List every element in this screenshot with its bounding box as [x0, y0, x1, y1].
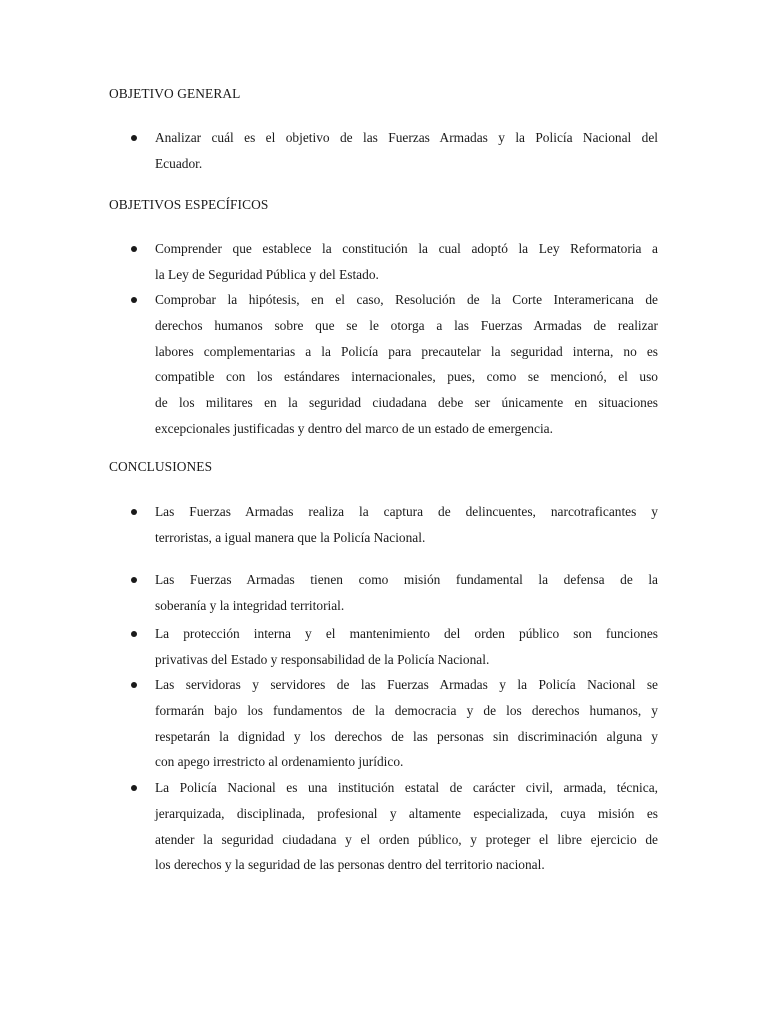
bullet-icon: [131, 631, 137, 637]
text-line: Comprender que establece la constitución la cual adoptó la Ley Reformatoria a: [155, 241, 658, 256]
heading-conclusiones: CONCLUSIONES: [109, 459, 213, 474]
heading-objetivos-especificos: OBJETIVOS ESPECÍFICOS: [109, 197, 269, 212]
text-line: Analizar cuál es el objetivo de las Fuerzas Armadas y la Policía Nacional del: [155, 130, 658, 145]
bullet-icon: [131, 682, 137, 688]
text-line: los derechos y la seguridad de las personas dentro del territorio nacional.: [155, 857, 545, 873]
list-item-conclusiones-5: [155, 775, 658, 878]
text-line: labores complementarias a la Policía para precautelar la seguridad interna, no es: [155, 343, 658, 359]
text-line: Las Fuerzas Armadas tienen como misión fundamental la defensa de la: [155, 572, 658, 587]
bullet-icon: [131, 135, 137, 141]
text-line: atender la seguridad ciudadana y el orden público, y proteger el libre ejercicio de: [155, 831, 658, 847]
list-item-conclusiones-1: [155, 499, 658, 551]
text-line: La protección interna y el mantenimiento del orden público son funciones: [155, 626, 658, 641]
text-line: Las Fuerzas Armadas realiza la captura de delincuentes, narcotraficantes y: [155, 504, 658, 519]
list-item-conclusiones-4: [155, 672, 658, 775]
text-line: soberanía y la integridad territorial.: [155, 597, 345, 613]
text-line: de los militares en la seguridad ciudadana debe ser únicamente en situaciones: [155, 395, 658, 411]
text-line: con apego irrestricto al ordenamiento jurídico.: [155, 754, 404, 770]
text-line: respetarán la dignidad y los derechos de las personas sin discriminación alguna y: [155, 728, 658, 744]
text-line: La Policía Nacional es una institución estatal de carácter civil, armada, técnica,: [155, 780, 658, 795]
text-line: Las servidoras y servidores de las Fuerzas Armadas y la Policía Nacional se: [155, 677, 658, 692]
text-line: derechos humanos sobre que se le otorga a las Fuerzas Armadas de realizar: [155, 317, 658, 333]
text-line: jerarquizada, disciplinada, profesional y altamente especializada, cuya misión es: [155, 805, 658, 821]
text-line: la Ley de Seguridad Pública y del Estado.: [155, 266, 379, 282]
bullet-icon: [131, 785, 137, 791]
bullet-icon: [131, 509, 137, 515]
heading-objetivo-general: OBJETIVO GENERAL: [109, 86, 241, 101]
list-item-conclusiones-3: [155, 621, 658, 673]
bullet-icon: [131, 577, 137, 583]
list-item-objetivos-especificos-1: [155, 236, 658, 288]
list-item-conclusiones-2: [155, 567, 658, 619]
bullet-icon: [131, 297, 137, 303]
text-line: excepcionales justificadas y dentro del marco de un estado de emergencia.: [155, 420, 553, 436]
text-line: Comprobar la hipótesis, en el caso, Resolución de la Corte Interamericana de: [155, 292, 658, 307]
text-line: formarán bajo los fundamentos de la democracia y de los derechos humanos, y: [155, 702, 658, 718]
text-line: Ecuador.: [155, 155, 203, 171]
text-line: privativas del Estado y responsabilidad de la Policía Nacional.: [155, 651, 490, 667]
bullet-icon: [131, 246, 137, 252]
list-item-objetivo-general-1: [155, 125, 658, 177]
list-item-objetivos-especificos-2: [155, 287, 658, 442]
text-line: terroristas, a igual manera que la Policía Nacional.: [155, 529, 426, 545]
text-line: compatible con los estándares internacionales, pues, como se mencionó, el uso: [155, 369, 658, 385]
